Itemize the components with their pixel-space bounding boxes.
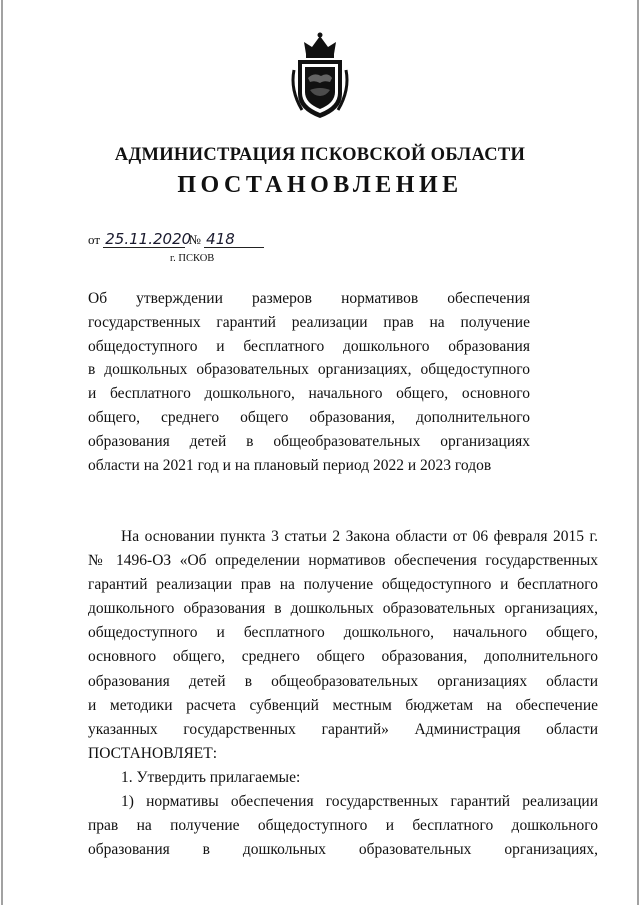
document-number: 418: [204, 232, 264, 248]
body-line: 1. Утвердить прилагаемые:: [121, 768, 301, 786]
body-line: указанных государственных гарантий» Администрация области: [88, 720, 598, 738]
date-prefix: от: [88, 232, 101, 247]
subject-line: в дошкольных образовательных организациях, общедоступного: [88, 361, 530, 379]
document-type-title: ПОСТАНОВЛЕНИЕ: [177, 172, 463, 198]
body-line: ПОСТАНОВЛЯЕТ:: [88, 744, 218, 762]
body-line: дошкольного образования в дошкольных образовательных организациях,: [88, 600, 598, 618]
body-line: общедоступного и бесплатного дошкольного, начального общего,: [88, 624, 598, 642]
subject-line: Об утверждении размеров нормативов обеспечения: [88, 290, 530, 307]
scan-edge-left: [1, 0, 3, 905]
organization-title: АДМИНИСТРАЦИЯ ПСКОВСКОЙ ОБЛАСТИ: [114, 145, 526, 165]
body-line: прав на получение общедоступного и бесплатного дошкольного: [88, 817, 598, 835]
scan-edge-right: [637, 0, 639, 905]
subject-line: общедоступного и бесплатного дошкольного образования: [88, 337, 530, 355]
subject-line: области на 2021 год и на плановый период 2022 и 2023 годов: [88, 456, 492, 474]
body-line: образования в дошкольных образовательных организациях,: [88, 841, 598, 859]
body-line: На основании пункта 3 статьи 2 Закона области от 06 февраля 2015 г.: [121, 528, 598, 545]
body-line: образования детей в общеобразовательных организациях области: [88, 672, 598, 690]
subject-line: образования детей в общеобразовательных организациях: [88, 432, 530, 450]
document-body: [88, 525, 598, 862]
date-number-line: [88, 232, 264, 248]
subject-line: государственных гарантий реализации прав на получение: [88, 313, 530, 331]
body-line: и методики расчета субвенций местным бюджетам на обеспечение: [88, 696, 598, 714]
body-line: гарантий реализации прав на получение общедоступного и бесплатного: [88, 576, 598, 594]
place-of-issue: г. ПСКОВ: [170, 253, 215, 264]
subject-line: и бесплатного дошкольного, начального общего, основного: [88, 385, 530, 403]
pskov-coat-of-arms-icon: [288, 30, 352, 120]
document-date: 25.11.2020: [105, 230, 192, 248]
body-line: 1) нормативы обеспечения государственных гарантий реализации: [121, 793, 598, 811]
subject-line: общего, среднего общего образования, дополнительного: [88, 408, 530, 426]
number-label: №: [188, 232, 201, 247]
body-line: основного общего, среднего общего образования, дополнительного: [88, 648, 598, 666]
body-line: № 1496-ОЗ «Об определении нормативов обеспечения государственных: [88, 552, 598, 570]
document-subject: [88, 287, 530, 477]
